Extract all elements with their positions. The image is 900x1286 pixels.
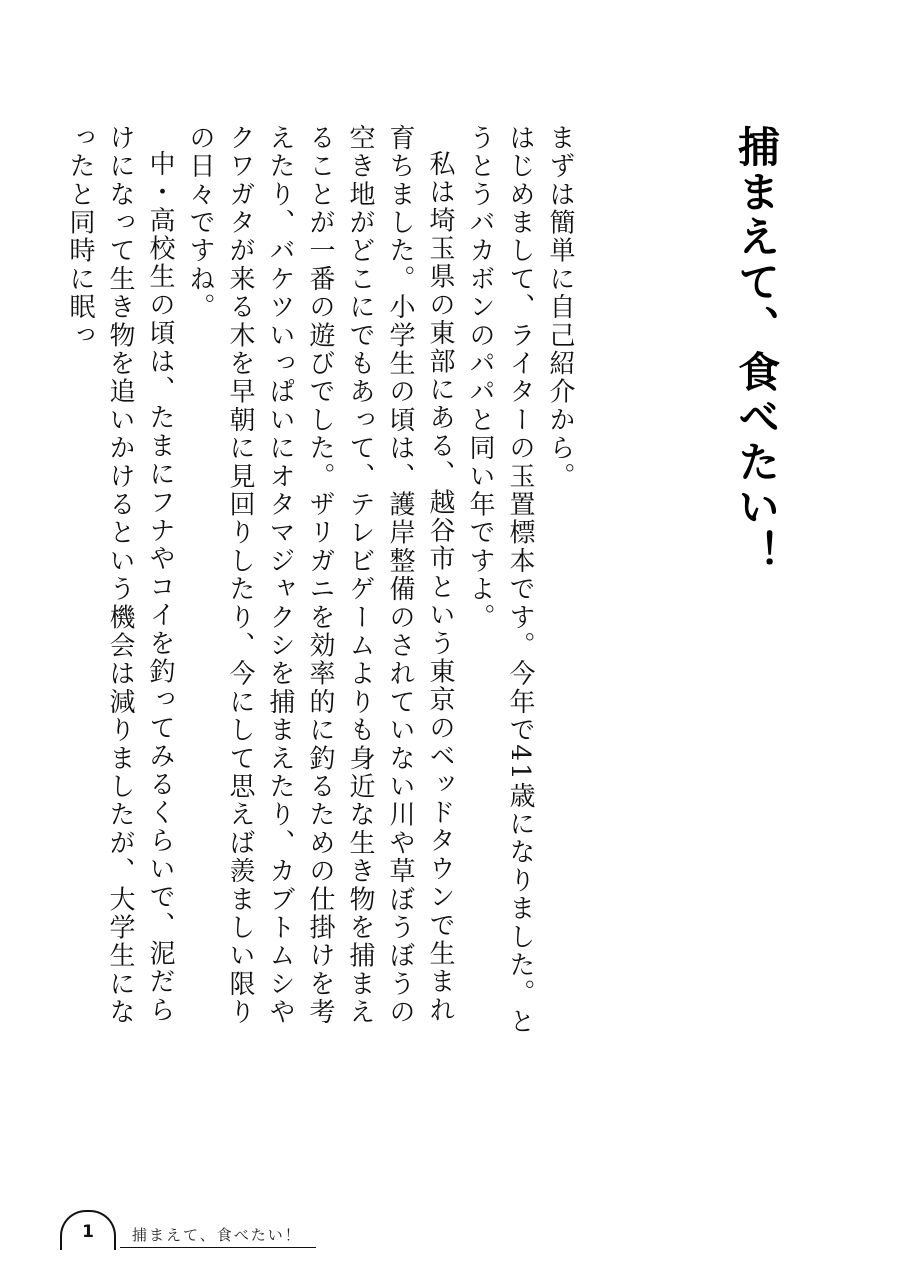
page-footer	[60, 1210, 320, 1250]
footer-rule	[120, 1247, 316, 1248]
paragraph-childhood: 私は埼玉県の東部にある、越谷市という東京のベッドタウンで生まれ育ちました。小学生の頃は、護岸整備のされていない川や草ぼうぼうの空き地がどこにでもあって、テレビゲームよりも身近な生き物を捕まえることが一番の遊びでした。ザリガニを効率的に釣るための仕掛けを考えたり、バケツいっぱいにオタマジャクシを捕まえたり、カブトムシやクワガタが来る木を早朝に見回りしたり、今にして思えば羨ましい限りの日々ですね。	[185, 124, 455, 1027]
paragraph-intro: まずは簡単に自己紹介から。	[545, 124, 575, 491]
page-number-tab	[60, 1210, 116, 1250]
chapter-heading: 捕まえて、食べたい！	[732, 125, 782, 575]
running-title: 捕まえて、食べたい！	[132, 1226, 302, 1244]
page-number: 1	[82, 1222, 94, 1242]
paragraph-greeting: はじめまして、ライターの玉置標本です。今年で41歳になりました。とうとうバカボンのパパと同い年ですよ。	[465, 124, 535, 1036]
body-text	[65, 124, 580, 1044]
paragraph-school-years: 中・高校生の頃は、たまにフナやコイを釣ってみるくらいで、泥だらけになって生き物を追いかけるという機会は減りましたが、大学生になったと同時に眠っ	[65, 124, 175, 1027]
